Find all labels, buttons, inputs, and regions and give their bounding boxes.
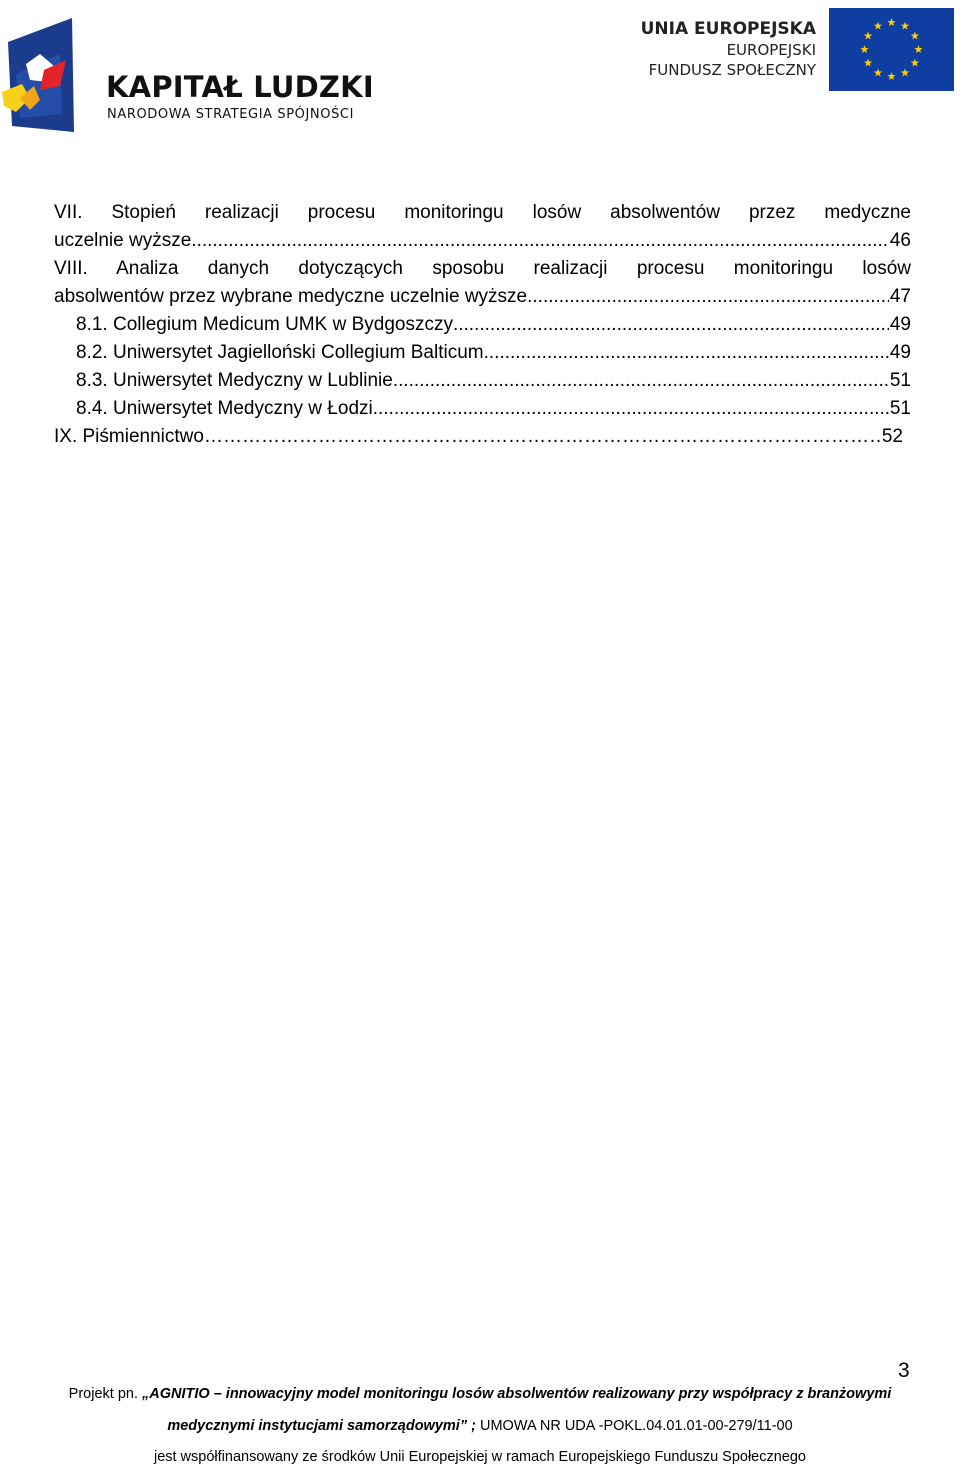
toc-leader-dots xyxy=(204,423,881,451)
toc-entry-vii-line2[interactable] xyxy=(54,227,911,255)
eu-flag-icon xyxy=(829,8,954,91)
toc-leader-dots xyxy=(484,339,889,367)
kapital-ludzki-emblem-icon xyxy=(0,14,110,144)
toc-entry-8-1[interactable] xyxy=(54,311,911,339)
toc-page-number: 47 xyxy=(889,286,911,307)
footer-line1 xyxy=(0,1386,960,1402)
kapital-ludzki-subtitle: NARODOWA STRATEGIA SPÓJNOŚCI xyxy=(107,107,355,122)
toc-entry-viii-line1: VIII. Analiza danych dotyczących sposobu realizacji procesu monitoringu losów xyxy=(54,258,911,279)
toc-entry-8-4[interactable] xyxy=(54,395,911,423)
toc-page-number: 52 xyxy=(881,426,903,447)
footer-line3: jest współfinansowany ze środków Unii Europejskiej w ramach Europejskiego Funduszu Społecznego xyxy=(153,1449,807,1465)
footer-line2 xyxy=(0,1418,960,1434)
toc-entry-label: 8.3. Uniwersytet Medyczny w Lublinie xyxy=(76,370,393,391)
footer-project-title-cont: medycznymi instytucjami samorządowymi” ; xyxy=(167,1418,476,1434)
toc-leader-dots xyxy=(197,227,889,255)
eu-logo-text xyxy=(641,18,816,80)
toc-leader-dots xyxy=(453,311,889,339)
toc-page-number: 46 xyxy=(889,230,911,251)
toc-entry-label: 8.2. Uniwersytet Jagielloński Collegium Balticum xyxy=(76,342,484,363)
toc-page-number: 49 xyxy=(889,314,911,335)
toc-page-number: 51 xyxy=(889,398,911,419)
toc-entry-vii-line1: VII. Stopień realizacji procesu monitoringu losów absolwentów przez medyczne xyxy=(54,202,911,223)
toc-entry-8-2[interactable] xyxy=(54,339,911,367)
eu-logo-line3: FUNDUSZ SPOŁECZNY xyxy=(648,61,816,79)
kapital-ludzki-title: KAPITAŁ LUDZKI xyxy=(106,70,374,104)
toc-entry-viii-line2[interactable] xyxy=(54,283,911,311)
toc-entry-label: 8.1. Collegium Medicum UMK w Bydgoszczy xyxy=(76,314,453,335)
toc-entry-label: 8.4. Uniwersytet Medyczny w Łodzi xyxy=(76,398,373,419)
kapital-ludzki-logo xyxy=(0,14,380,144)
toc-leader-dots xyxy=(532,283,888,311)
toc-entry-8-3[interactable] xyxy=(54,367,911,395)
toc-entry-label: uczelnie wyższe. xyxy=(54,230,197,251)
footer-project-title: „AGNITIO – innowacyjny model monitoringu losów absolwentów realizowany przy współpracy z branżowymi xyxy=(142,1386,892,1402)
footer-contract-number: UMOWA NR UDA -POKL.04.01.01-00-279/11-00 xyxy=(475,1418,793,1434)
eu-logo-line1: UNIA EUROPEJSKA xyxy=(640,19,816,39)
toc-entry-label: absolwentów przez wybrane medyczne uczelnie wyższe. xyxy=(54,286,533,307)
toc-page-number: 49 xyxy=(889,342,911,363)
footer-project-prefix: Projekt pn. xyxy=(68,1386,143,1402)
toc-leader-dots xyxy=(373,395,889,423)
eu-logo-line2: EUROPEJSKI xyxy=(726,41,816,59)
page-number: 3 xyxy=(898,1359,910,1382)
table-of-contents xyxy=(54,199,911,451)
toc-page-number: 51 xyxy=(889,370,911,391)
toc-leader-dots xyxy=(393,367,889,395)
toc-entry-label: IX. Piśmiennictwo xyxy=(54,426,204,447)
toc-entry-ix[interactable] xyxy=(54,423,903,451)
